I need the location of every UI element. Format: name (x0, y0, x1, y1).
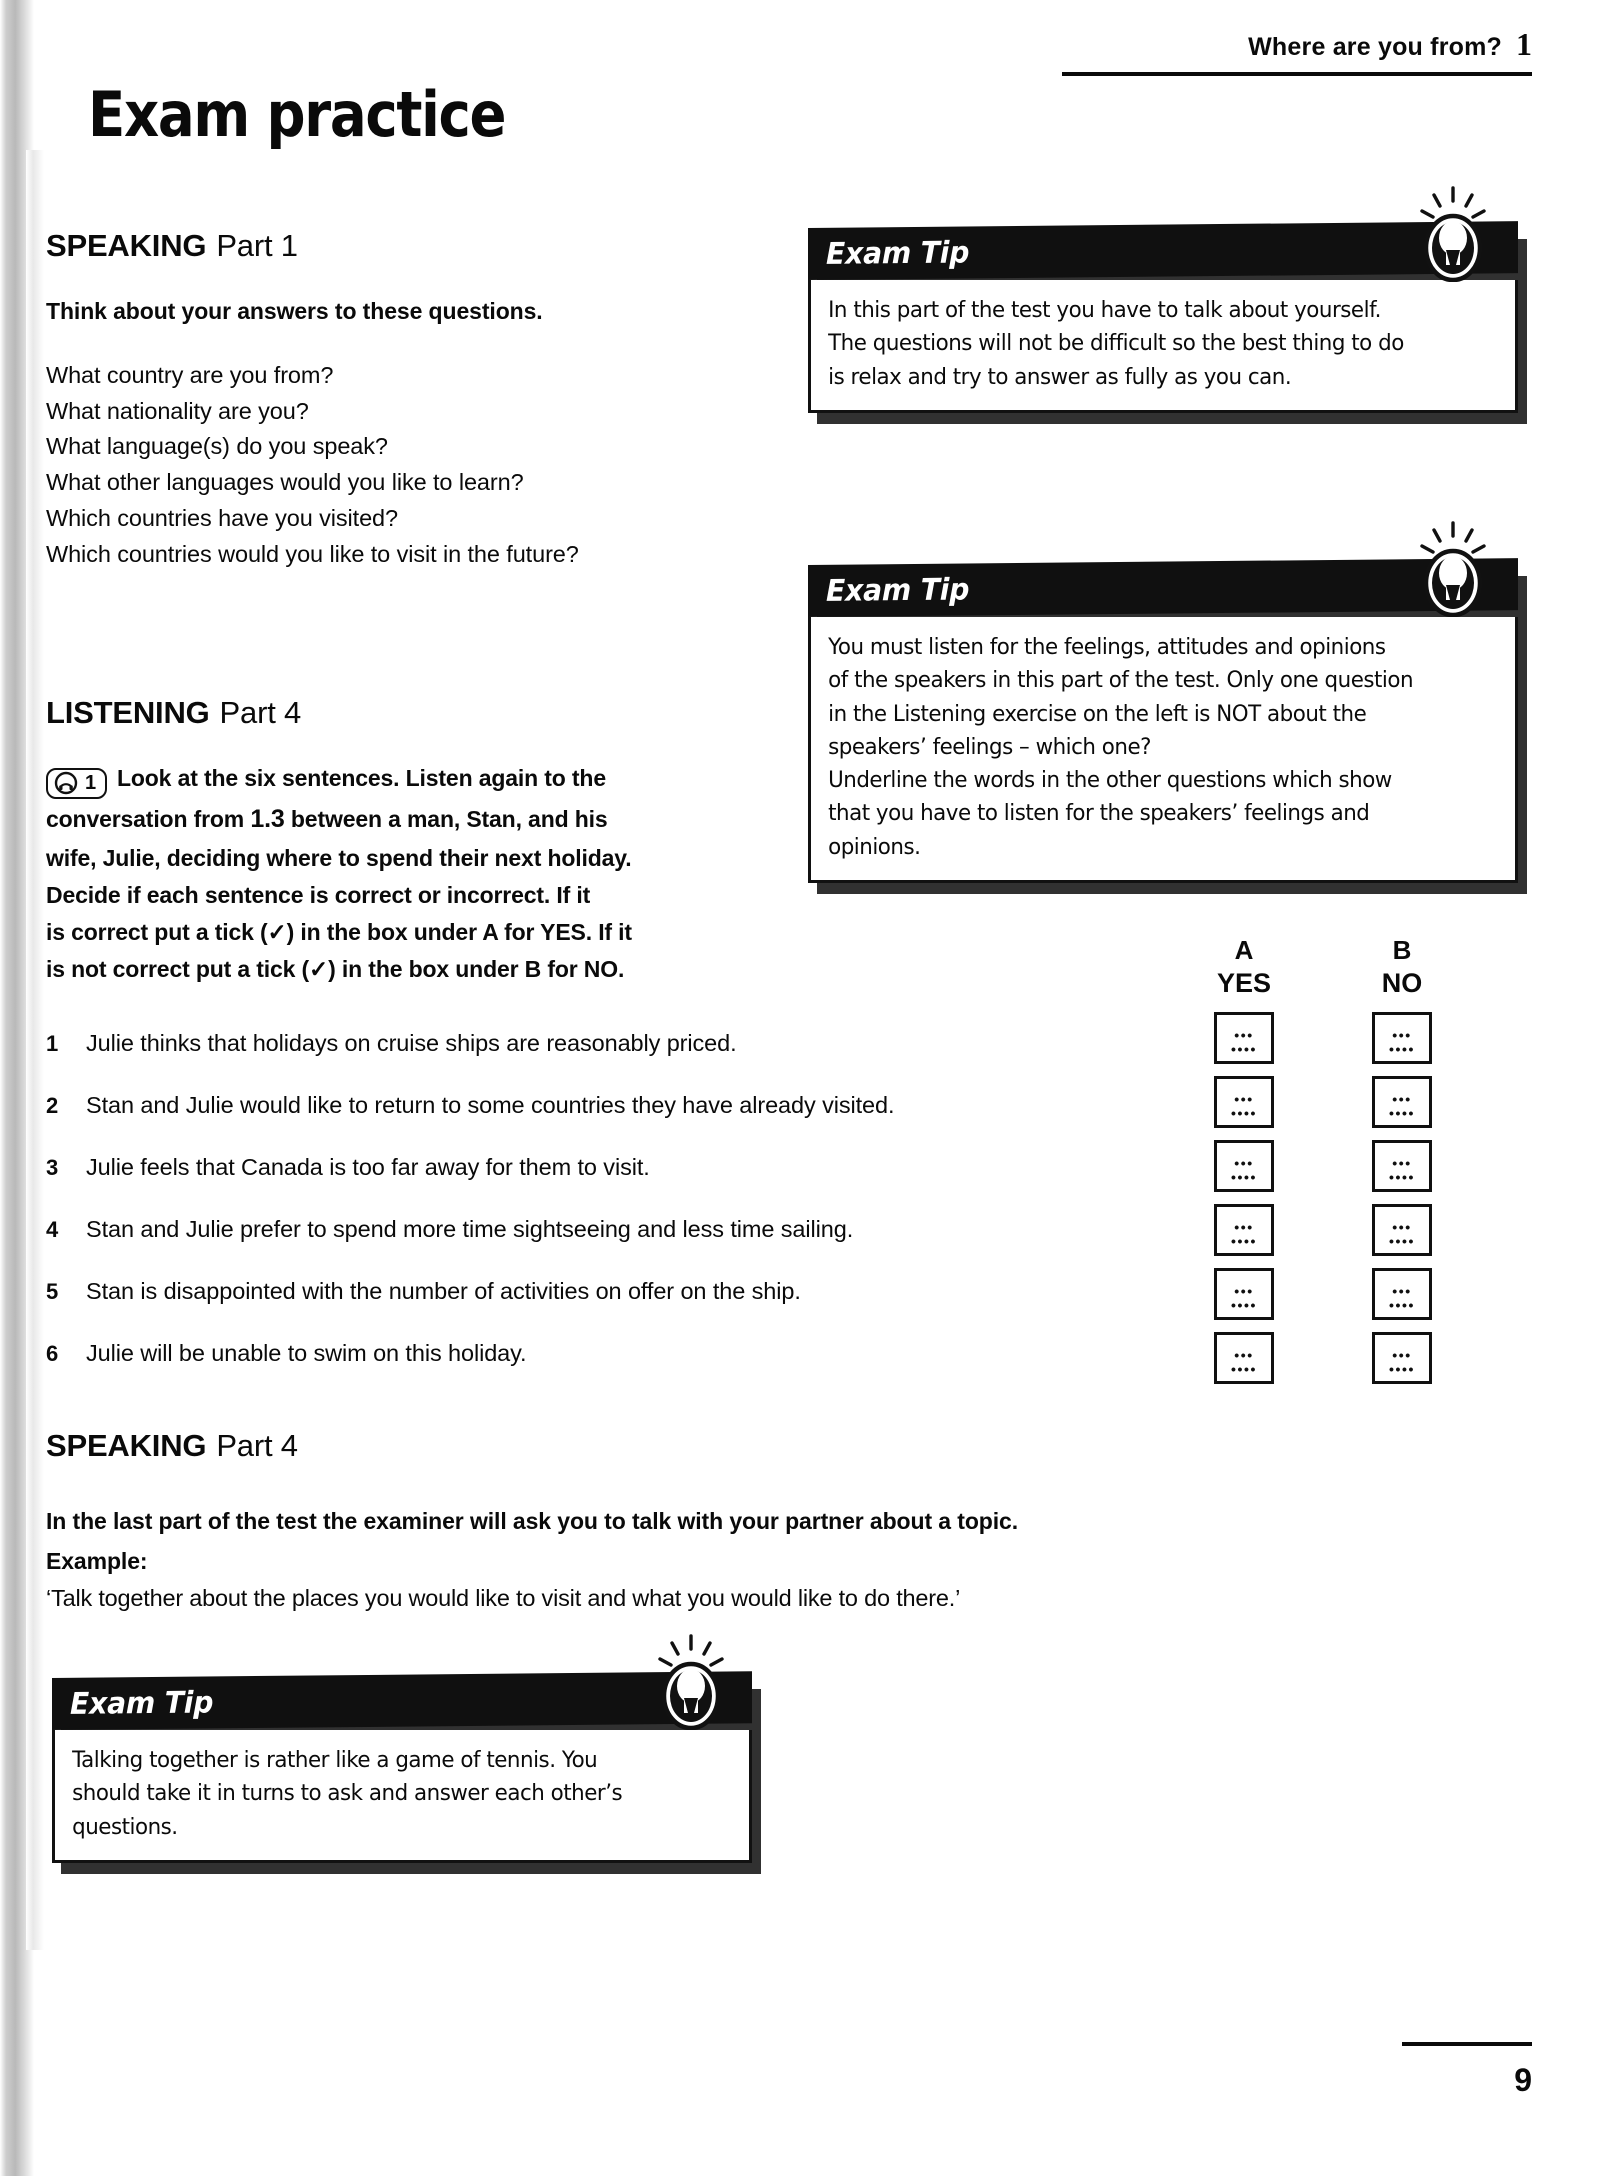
answer-box[interactable] (1372, 1140, 1432, 1192)
exam-tip-box-2 (808, 565, 1518, 883)
answer-column-headers (1205, 935, 1441, 1000)
column-word: YES (1216, 967, 1272, 998)
section-heading-skill: LISTENING (46, 695, 210, 730)
tip-line: is relax and try to answer as fully as you can. (828, 363, 1292, 390)
table-row (46, 1092, 1166, 1154)
answer-box-dots: ••• •••• (1388, 1154, 1415, 1185)
instruction-line-2a: conversation from (46, 806, 251, 832)
answer-box-dots: ••• •••• (1230, 1218, 1257, 1249)
speaking-part1-question-list (46, 358, 579, 572)
instruction-line-5: is correct put a tick (✓) in the box under A for YES. If it (46, 919, 632, 945)
header-rule (1062, 72, 1532, 76)
column-header-a (1205, 935, 1283, 1000)
instruction-line-6: is not correct put a tick (✓) in the box under B for NO. (46, 956, 625, 983)
tip-title-bar (52, 1671, 752, 1730)
tip-title-label: Exam Tip (70, 1684, 214, 1722)
tip-frame (52, 1730, 752, 1863)
column-word: NO (1381, 967, 1423, 998)
answer-box-dots: ••• •••• (1388, 1346, 1415, 1377)
answer-box-dots: ••• •••• (1388, 1026, 1415, 1057)
answer-box-dots: ••• •••• (1230, 1090, 1257, 1121)
tip-line: You must listen for the feelings, attitudes and opinions (828, 634, 1386, 660)
listening-sentence-list (46, 1030, 1166, 1402)
answer-box-dots: ••• •••• (1230, 1154, 1257, 1185)
column-letter: A (1234, 935, 1254, 965)
table-row (46, 1340, 1166, 1402)
sentence-text: Julie feels that Canada is too far away for them to visit. (86, 1154, 650, 1180)
tip-line: that you have to listen for the speakers’ feelings and (828, 800, 1370, 827)
running-header-unit-number: 1 (1516, 26, 1532, 62)
section-heading-listening-part4 (46, 695, 301, 731)
speaking-part4-example-quote: ‘Talk together about the places you would like to visit and what you would like to do there.’ (46, 1585, 961, 1611)
answer-columns (1205, 935, 1441, 1396)
tip-title-bar (808, 221, 1518, 280)
sentence-text: Julie thinks that holidays on cruise ships are reasonably priced. (86, 1030, 737, 1056)
audio-track-chip[interactable] (46, 768, 107, 799)
section-heading-speaking-part4 (46, 1428, 298, 1464)
tip-frame (808, 280, 1518, 413)
section-heading-speaking-part1 (46, 228, 298, 264)
section-heading-part: Part 4 (216, 1428, 298, 1463)
listening-part4-instructions (46, 760, 766, 989)
instruction-line-2c: between a man, Stan, and his (284, 806, 608, 832)
sentence-text: Stan is disappointed with the number of activities on offer on the ship. (86, 1278, 801, 1304)
answer-box-dots: ••• •••• (1230, 1282, 1257, 1313)
tip-title-bar (808, 558, 1518, 617)
sentence-text: Julie will be unable to swim on this holiday. (86, 1340, 527, 1366)
speaking-part4-lead: In the last part of the test the examiner will ask you to talk with your partner about a topic. (46, 1508, 1019, 1534)
tip-title-label: Exam Tip (826, 234, 970, 272)
instruction-track-ref: 1.3 (250, 805, 285, 833)
answer-box-dots: ••• •••• (1388, 1282, 1415, 1313)
tip-line: questions. (72, 1813, 178, 1840)
list-item: Which countries have you visited? (46, 504, 398, 531)
audio-track-number: 1 (85, 772, 96, 794)
page-curl-shadow (26, 150, 44, 1950)
instruction-line-3: wife, Julie, deciding where to spend their next holiday. (46, 844, 632, 871)
sentence-text: Stan and Julie would like to return to some countries they have already visited. (86, 1092, 895, 1118)
answer-box-dots: ••• •••• (1388, 1218, 1415, 1249)
list-item: Which countries would you like to visit in the future? (46, 540, 579, 567)
section-heading-skill: SPEAKING (46, 1428, 207, 1463)
list-item: What language(s) do you speak? (46, 433, 388, 460)
answer-box-dots: ••• •••• (1230, 1026, 1257, 1057)
speaking-part4-example-label: Example: (46, 1548, 148, 1574)
tip-line: Talking together is rather like a game of tennis. You (72, 1747, 598, 1773)
list-item: What other languages would you like to learn? (46, 469, 524, 496)
answer-box[interactable] (1372, 1076, 1432, 1128)
page-number: 9 (1514, 2062, 1532, 2098)
tip-line: speakers’ feelings – which one? (828, 733, 1152, 760)
tip-body (55, 1730, 714, 1860)
answer-box[interactable] (1214, 1076, 1274, 1128)
column-header-b (1363, 935, 1441, 1000)
table-row (46, 1278, 1166, 1340)
sentence-number: 2 (46, 1093, 59, 1118)
answer-box-dots: ••• •••• (1388, 1090, 1415, 1121)
list-item: What country are you from? (46, 362, 334, 388)
answer-column-b (1363, 1012, 1441, 1396)
table-row (46, 1154, 1166, 1216)
exam-tip-box-3 (52, 1678, 752, 1863)
sentence-number: 4 (46, 1217, 59, 1242)
sentence-number: 5 (46, 1279, 59, 1304)
answer-box-dots: ••• •••• (1230, 1346, 1257, 1377)
answer-box[interactable] (1372, 1012, 1432, 1064)
tip-line: The questions will not be difficult so the best thing to do (828, 330, 1404, 357)
tip-line: of the speakers in this part of the test. Only one question (828, 667, 1414, 694)
instruction-line-1: Look at the six sentences. Listen again to the (116, 765, 606, 791)
sentence-number: 3 (46, 1155, 59, 1180)
answer-box[interactable] (1214, 1268, 1274, 1320)
footer-rule (1402, 2042, 1532, 2046)
table-row (46, 1216, 1166, 1278)
answer-box[interactable] (1372, 1204, 1432, 1256)
speaking-part1-lead: Think about your answers to these questions. (46, 298, 543, 324)
tip-body (811, 617, 1480, 880)
answer-box[interactable] (1372, 1268, 1432, 1320)
section-heading-skill: SPEAKING (46, 228, 207, 263)
answer-box[interactable] (1372, 1332, 1432, 1384)
sentence-number: 1 (46, 1031, 59, 1056)
tip-frame (808, 617, 1518, 883)
running-header (912, 26, 1532, 63)
tip-line: should take it in turns to ask and answer each other’s (72, 1780, 623, 1807)
column-letter: B (1392, 935, 1412, 965)
answer-box[interactable] (1214, 1012, 1274, 1064)
tip-line: Underline the words in the other questions which show (828, 767, 1392, 794)
sentence-text: Stan and Julie prefer to spend more time sightseeing and less time sailing. (86, 1216, 854, 1242)
section-heading-part: Part 4 (219, 695, 302, 730)
tip-line: In this part of the test you have to talk about yourself. (828, 297, 1381, 323)
answer-column-a (1205, 1012, 1283, 1396)
headphones-icon (54, 771, 78, 795)
section-heading-part: Part 1 (216, 228, 298, 263)
answer-box[interactable] (1214, 1140, 1274, 1192)
tip-line: in the Listening exercise on the left is NOT about the (828, 700, 1367, 727)
answer-box[interactable] (1214, 1332, 1274, 1384)
running-header-title: Where are you from? (1248, 33, 1502, 61)
page-title: Exam practice (88, 78, 506, 151)
list-item: What nationality are you? (46, 397, 309, 424)
table-row (46, 1030, 1166, 1092)
tip-line: opinions. (828, 833, 921, 860)
instruction-line-4: Decide if each sentence is correct or incorrect. If it (46, 881, 591, 908)
tip-body (811, 280, 1480, 410)
exam-tip-box-1 (808, 228, 1518, 413)
answer-box-grid (1205, 1012, 1441, 1396)
answer-box[interactable] (1214, 1204, 1274, 1256)
tip-title-label: Exam Tip (826, 571, 970, 609)
sentence-number: 6 (46, 1341, 59, 1366)
